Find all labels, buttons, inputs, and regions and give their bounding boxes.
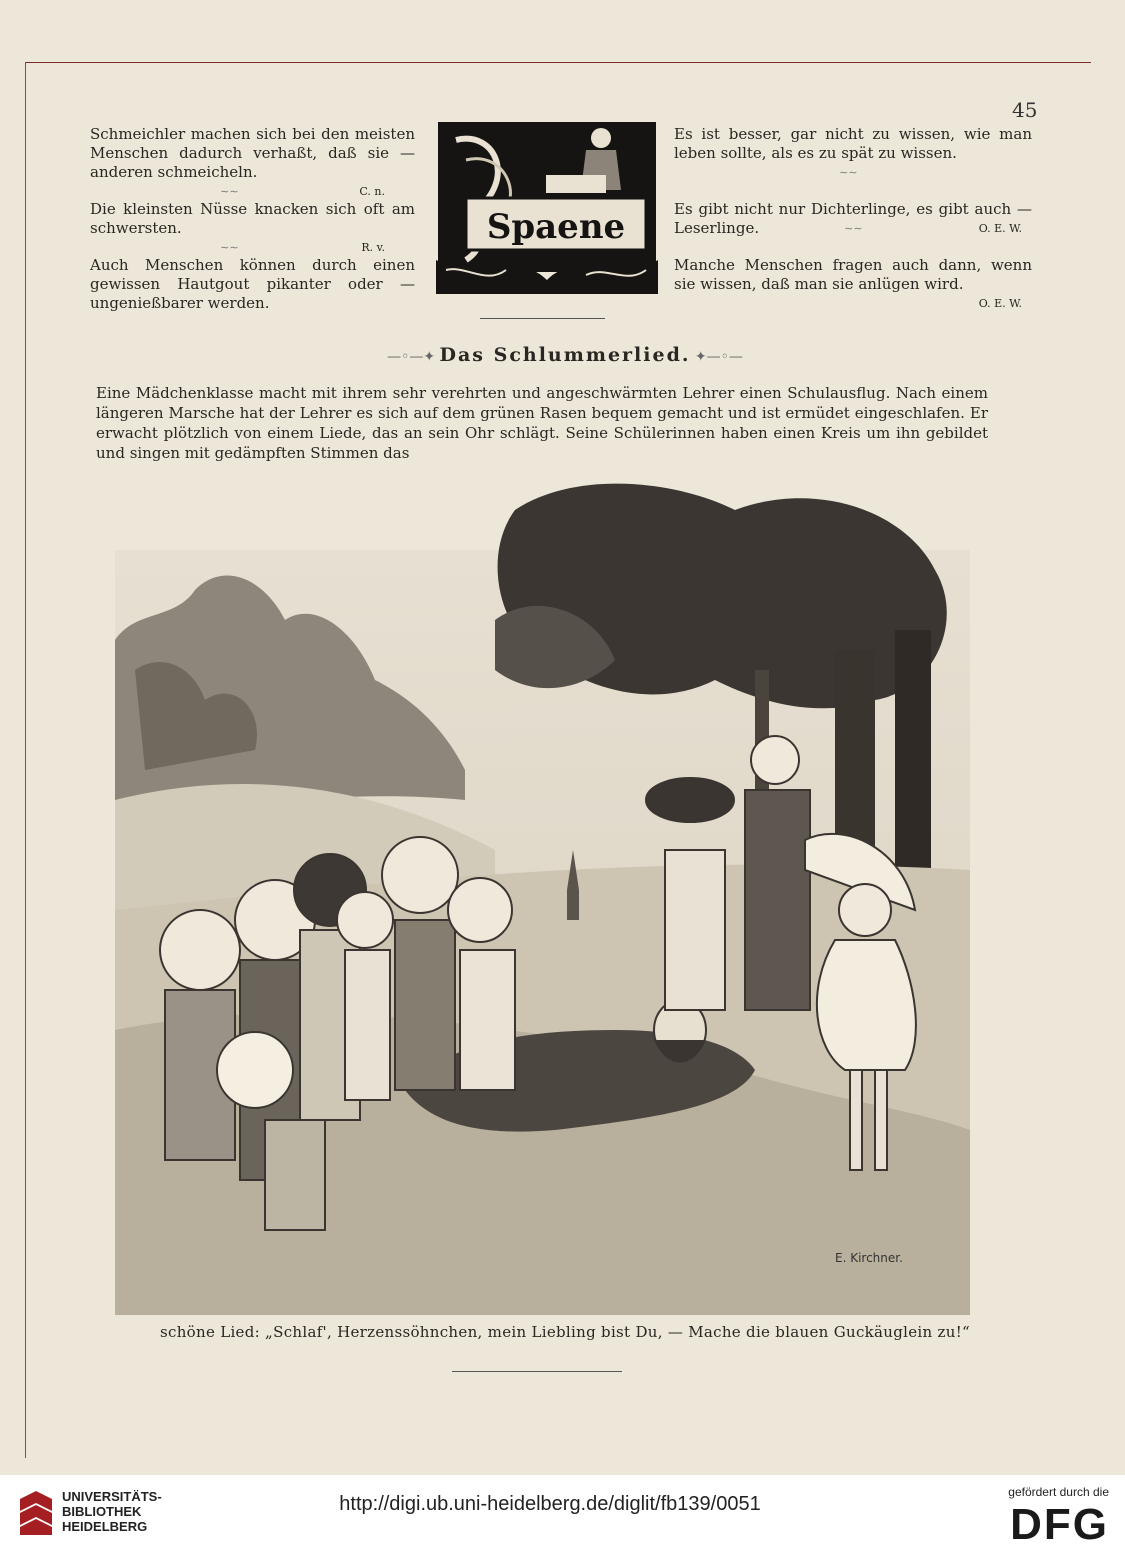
page-number: 45 (1012, 98, 1038, 122)
article-title: —◦—✦ Das Schlummerlied. ✦—◦— (387, 344, 743, 366)
artist-signature: E. Kirchner. (835, 1251, 903, 1265)
aphorism-signature: O. E. W. (978, 222, 1022, 235)
funded-by-label: gefördert durch die (1008, 1485, 1109, 1499)
illustration-caption: schöne Lied: „Schlaf', Herzenssöhnchen, mein Liebling bist Du, — Mache die blauen Guckäuglein zu!“ (160, 1323, 970, 1341)
vignette-illustration (436, 120, 658, 294)
aphorism-text: Es gibt nicht nur Dichterlinge, es gibt auch — Leserlinge. (674, 200, 1032, 237)
aphorism-text: Es ist besser, gar nicht zu wissen, wie man leben sollte, als es zu spät zu wissen. (674, 125, 1032, 162)
aphorism-text: Die kleinsten Nüsse knacken sich oft am schwersten. (90, 200, 415, 237)
aphorism-left-2: Die kleinsten Nüsse knacken sich oft am schwersten. ∼∼ R. v. (90, 200, 415, 257)
library-name[interactable]: UNIVERSITÄTS- BIBLIOTHEK HEIDELBERG (62, 1489, 162, 1534)
library-logo-icon[interactable] (16, 1491, 56, 1535)
aphorism-text: Schmeichler machen sich bei den meisten Menschen dadurch verhaßt, daß sie — anderen schmeicheln. (90, 125, 415, 181)
schlummerlied-illustration (115, 470, 970, 1315)
aphorism-right-1: Es ist besser, gar nicht zu wissen, wie man leben sollte, als es zu spät zu wissen. ∼∼ (674, 125, 1032, 179)
digital-library-footer (0, 1475, 1125, 1558)
aphorism-left-3 (90, 256, 415, 313)
aphorism-left-1: Schmeichler machen sich bei den meisten Menschen dadurch verhaßt, daß sie — anderen schmeicheln. ∼∼ C. n. (90, 125, 415, 201)
aphorism-signature: C. n. (359, 185, 385, 198)
aphorism-right-2: Es gibt nicht nur Dichterlinge, es gibt auch — Leserlinge. ∼∼ O. E. W. (674, 200, 1032, 237)
aphorism-text: Auch Menschen können durch einen gewissen Hautgout pikanter oder — ungenießbarer werden. (90, 256, 415, 312)
bottom-divider (452, 1371, 622, 1372)
aphorism-signature: O. E. W. (978, 297, 1022, 310)
permalink-url[interactable]: http://digi.ub.uni-heidelberg.de/diglit/fb139/0051 (339, 1493, 761, 1515)
article-intro: Eine Mädchenklasse macht mit ihrem sehr verehrten und angeschwärmten Lehrer einen Schulausflug. Nach einem längeren Marsche hat der Lehrer es sich auf dem grünen Rasen bequem gemacht und ist ermüdet eingeschlafen. Er erwacht plötzlich von einem Liede, das an sein Ohr schlägt. Seine Schülerinnen haben einen Kreis um ihn gebildet und singen mit gedämpften Stimmen das (96, 384, 988, 462)
section-divider (480, 318, 605, 319)
spaene-vignette (436, 120, 658, 294)
aphorism-signature: R. v. (361, 241, 385, 254)
aphorism-text: Manche Menschen fragen auch dann, wenn sie wissen, daß man sie anlügen wird. (674, 256, 1032, 293)
illustration-drawing (115, 470, 970, 1315)
dfg-logo[interactable]: DFG (1010, 1500, 1109, 1549)
aphorism-right-3 (674, 256, 1032, 313)
vignette-label: Spaene (486, 207, 626, 247)
